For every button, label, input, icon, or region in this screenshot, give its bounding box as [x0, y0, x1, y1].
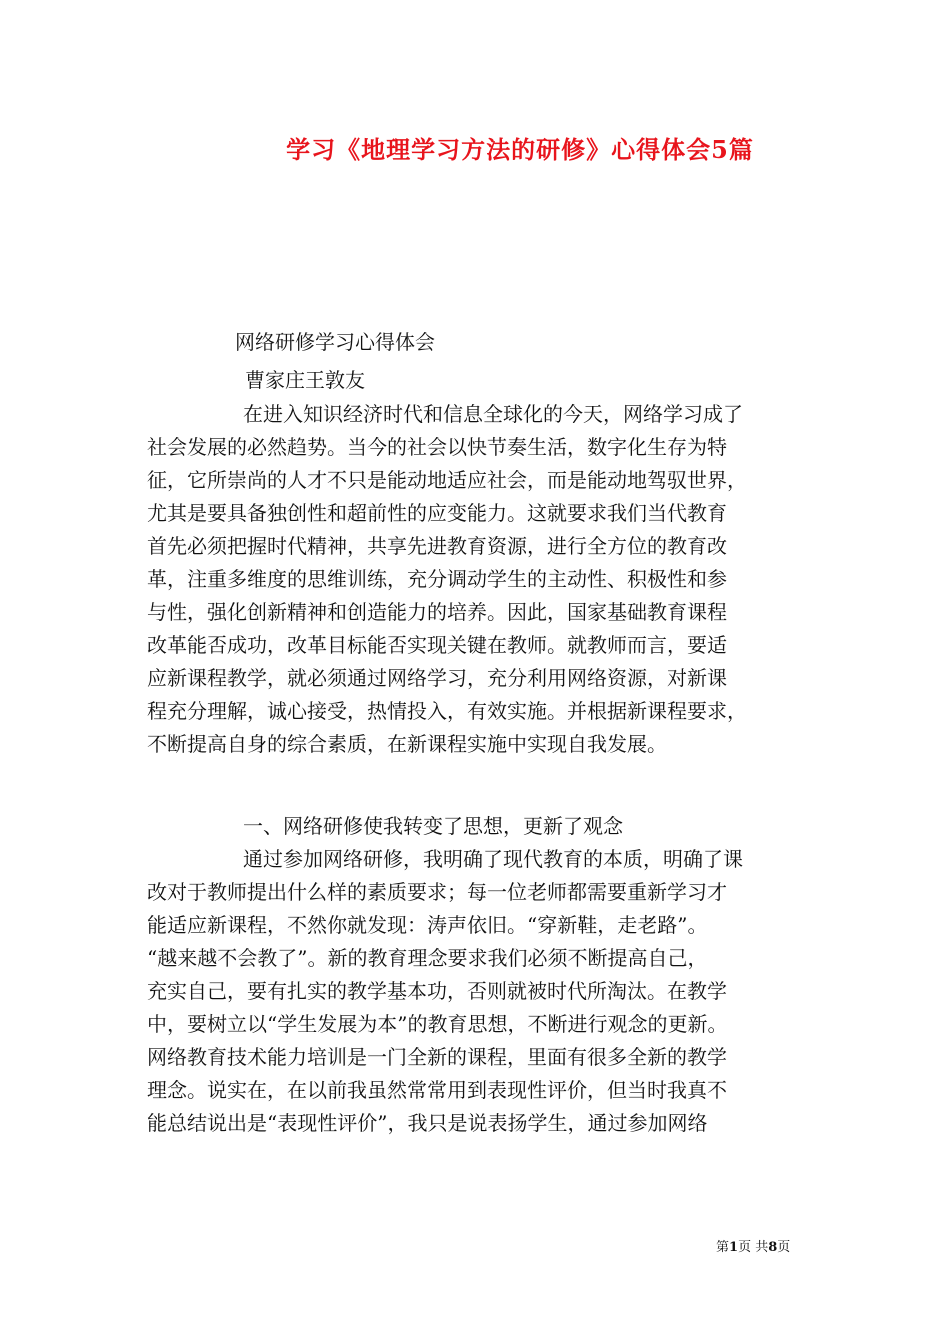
paragraph-line: 能总结说出是“表现性评价”，我只是说表扬学生，通过参加网络	[147, 1111, 708, 1135]
paragraph-line: 征，它所崇尚的人才不只是能动地适应社会，而是能动地驾驭世界，	[147, 468, 747, 492]
footer-total-pages: 8	[768, 1240, 778, 1255]
document-subtitle: 网络研修学习心得体会	[235, 330, 435, 354]
paragraph-2	[147, 843, 823, 1140]
paragraph-1	[147, 398, 823, 761]
paragraph-line: 改对于教师提出什么样的素质要求；每一位老师都需要重新学习才	[147, 880, 727, 904]
footer-page-number: 1	[729, 1240, 739, 1255]
paragraph-line: 充实自己，要有扎实的教学基本功，否则就被时代所淘汰。在教学	[147, 979, 727, 1003]
paragraph-line: 尤其是要具备独创性和超前性的应变能力。这就要求我们当代教育	[147, 501, 727, 525]
paragraph-line: 不断提高自身的综合素质，在新课程实施中实现自我发展。	[147, 732, 667, 756]
page-footer	[716, 1236, 790, 1255]
paragraph-line: 应新课程教学，就必须通过网络学习，充分利用网络资源，对新课	[147, 666, 727, 690]
paragraph-line: 改革能否成功，改革目标能否实现关键在教师。就教师而言，要适	[147, 633, 727, 657]
paragraph-line: 社会发展的必然趋势。当今的社会以快节奏生活，数字化生存为特	[147, 435, 727, 459]
paragraph-line: 网络教育技术能力培训是一门全新的课程，里面有很多全新的教学	[147, 1045, 727, 1069]
section-1-heading: 一、网络研修使我转变了思想，更新了观念	[243, 814, 623, 838]
paragraph-line: 通过参加网络研修，我明确了现代教育的本质，明确了课	[243, 847, 743, 871]
document-title: 学习《地理学习方法的研修》心得体会5篇	[286, 135, 754, 164]
footer-middle: 页 共	[738, 1240, 769, 1255]
paragraph-line: 中，要树立以“学生发展为本”的教育思想，不断进行观念的更新。	[147, 1012, 728, 1036]
paragraph-line: 程充分理解，诚心接受，热情投入，有效实施。并根据新课程要求，	[147, 699, 747, 723]
footer-prefix: 第	[716, 1240, 730, 1255]
paragraph-line: 与性，强化创新精神和创造能力的培养。因此，国家基础教育课程	[147, 600, 727, 624]
paragraph-line: “越来越不会教了”。新的教育理念要求我们必须不断提高自己，	[147, 946, 708, 970]
paragraph-line: 首先必须把握时代精神，共享先进教育资源，进行全方位的教育改	[147, 534, 727, 558]
paragraph-line: 革，注重多维度的思维训练，充分调动学生的主动性、积极性和参	[147, 567, 727, 591]
paragraph-line: 能适应新课程，不然你就发现：涛声依旧。“穿新鞋，走老路”。	[147, 913, 708, 937]
footer-suffix: 页	[777, 1240, 791, 1255]
paragraph-line: 理念。说实在，在以前我虽然常常用到表现性评价，但当时我真不	[147, 1078, 727, 1102]
paragraph-line: 在进入知识经济时代和信息全球化的今天，网络学习成了	[243, 402, 743, 426]
author-line: 曹家庄王敦友	[245, 368, 365, 392]
